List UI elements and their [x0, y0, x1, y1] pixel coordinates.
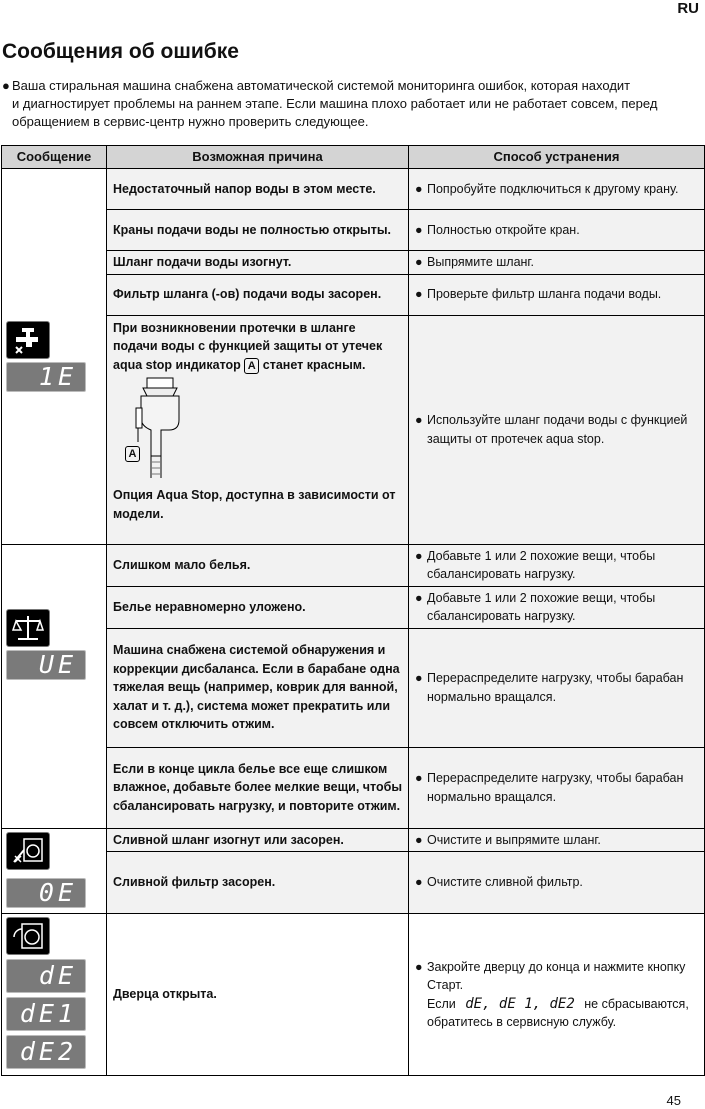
cause-cell: Краны подачи воды не полностью открыты.: [107, 210, 409, 251]
figure-label-a: A: [125, 446, 140, 462]
table-row: [2, 586, 705, 628]
water-tap-icon: [6, 321, 50, 359]
intro-text: ● Ваша стиральная машина снабжена автоматической системой мониторинга ошибок, которая находит и диагностирует проблемы на раннем этапе. Если машина плохо работает или не работает совсем, перед обращением в сервис-центр нужно проверить следующее.: [2, 77, 702, 131]
table-row: [2, 914, 705, 1076]
door-error-codes: dE, dE 1, dE2: [465, 995, 575, 1012]
intro-line-1: Ваша стиральная машина снабжена автоматической системой мониторинга ошибок, которая находит: [12, 78, 631, 93]
cause-cell: Сливной шланг изогнут или засорен.: [107, 828, 409, 852]
message-cell-0e: [2, 828, 107, 914]
cause-cell-aqua-stop: При возникновении протечки в шланге подачи воды с функцией защиты от утечек aqua stop индикатор A станет красным. A Опция Aqua Stop, доступна в зависимости от модели.: [107, 315, 409, 544]
header-message: Сообщение: [2, 146, 107, 169]
page-title: Сообщения об ошибке: [2, 40, 239, 63]
error-code-display-1e: 1E: [6, 362, 86, 392]
fix-cell: ● Перераспределите нагрузку, чтобы барабан нормально вращался.: [409, 747, 705, 828]
page-number: 45: [666, 1093, 681, 1108]
header-fix: Способ устранения: [409, 146, 705, 169]
fix-cell: ● Выпрямите шланг.: [409, 251, 705, 275]
header-cause: Возможная причина: [107, 146, 409, 169]
table-row: [2, 251, 705, 275]
cause-cell-door: Дверца открыта.: [107, 914, 409, 1076]
fix-cell: ● Добавьте 1 или 2 похожие вещи, чтобы сбалансировать нагрузку.: [409, 544, 705, 586]
error-code-display-de1: dE1: [6, 997, 86, 1031]
error-code-display-ue: UE: [6, 650, 86, 680]
fix-cell: ● Попробуйте подключиться к другому крану.: [409, 169, 705, 210]
balance-scale-icon: [6, 609, 50, 647]
message-cell-1e: [2, 169, 107, 545]
cause-cell: Фильтр шланга (-ов) подачи воды засорен.: [107, 274, 409, 315]
intro-line-3: обращением в сервис-центр нужно проверить следующее.: [12, 114, 369, 129]
language-tag: RU: [677, 0, 699, 17]
cause-cell: Машина снабжена системой обнаружения и коррекции дисбаланса. Если в барабане одна тяжелая вещь (например, коврик для ванной, халат и т. д.), система может прекратить или совсем отключить отжим.: [107, 628, 409, 747]
table-row: [2, 274, 705, 315]
fix-cell: ● Добавьте 1 или 2 похожие вещи, чтобы сбалансировать нагрузку.: [409, 586, 705, 628]
table-row: [2, 852, 705, 914]
error-code-display-de: dE: [6, 959, 86, 993]
table-header-row: [2, 146, 705, 169]
drain-icon: [6, 832, 50, 870]
door-icon: [6, 917, 50, 955]
cause-cell: Недостаточный напор воды в этом месте.: [107, 169, 409, 210]
table-row: [2, 544, 705, 586]
message-cell-ue: [2, 544, 107, 828]
fix-cell: ● Полностью откройте кран.: [409, 210, 705, 251]
fix-cell: ● Очистите сливной фильтр.: [409, 852, 705, 914]
fix-cell: ● Используйте шланг подачи воды с функцией защиты от протечек aqua stop.: [409, 315, 705, 544]
fix-cell: ● Очистите и выпрямите шланг.: [409, 828, 705, 852]
intro-line-2: и диагностирует проблемы на раннем этапе. Если машина плохо работает или не работает совсем, перед: [12, 96, 658, 111]
table-row: [2, 315, 705, 544]
error-code-display-de2: dE2: [6, 1035, 86, 1069]
table-row: [2, 828, 705, 852]
table-row: [2, 747, 705, 828]
cause-cell: Шланг подачи воды изогнут.: [107, 251, 409, 275]
message-cell-de: [2, 914, 107, 1076]
fix-cell-door: ● Закройте дверцу до конца и нажмите кнопку Старт. Если dE, dE 1, dE2 не сбрасываются, обратитесь в сервисную службу.: [409, 914, 705, 1076]
cause-cell: Слишком мало белья.: [107, 544, 409, 586]
table-row: [2, 169, 705, 210]
fix-cell: ● Перераспределите нагрузку, чтобы барабан нормально вращался.: [409, 628, 705, 747]
cause-cell: Сливной фильтр засорен.: [107, 852, 409, 914]
cause-cell: Белье неравномерно уложено.: [107, 586, 409, 628]
fix-cell: ● Проверьте фильтр шланга подачи воды.: [409, 274, 705, 315]
error-table: [1, 145, 705, 1076]
table-row: [2, 628, 705, 747]
cause-cell: Если в конце цикла белье все еще слишком влажное, добавьте более мелкие вещи, чтобы сбалансировать нагрузку, и повторите отжим.: [107, 747, 409, 828]
indicator-a-mark: A: [244, 358, 259, 374]
aqua-stop-option-note: Опция Aqua Stop, доступна в зависимости от модели.: [113, 488, 396, 521]
table-row: [2, 210, 705, 251]
aqua-stop-hose-icon: [113, 374, 402, 482]
error-code-display-0e: 0E: [6, 878, 86, 908]
